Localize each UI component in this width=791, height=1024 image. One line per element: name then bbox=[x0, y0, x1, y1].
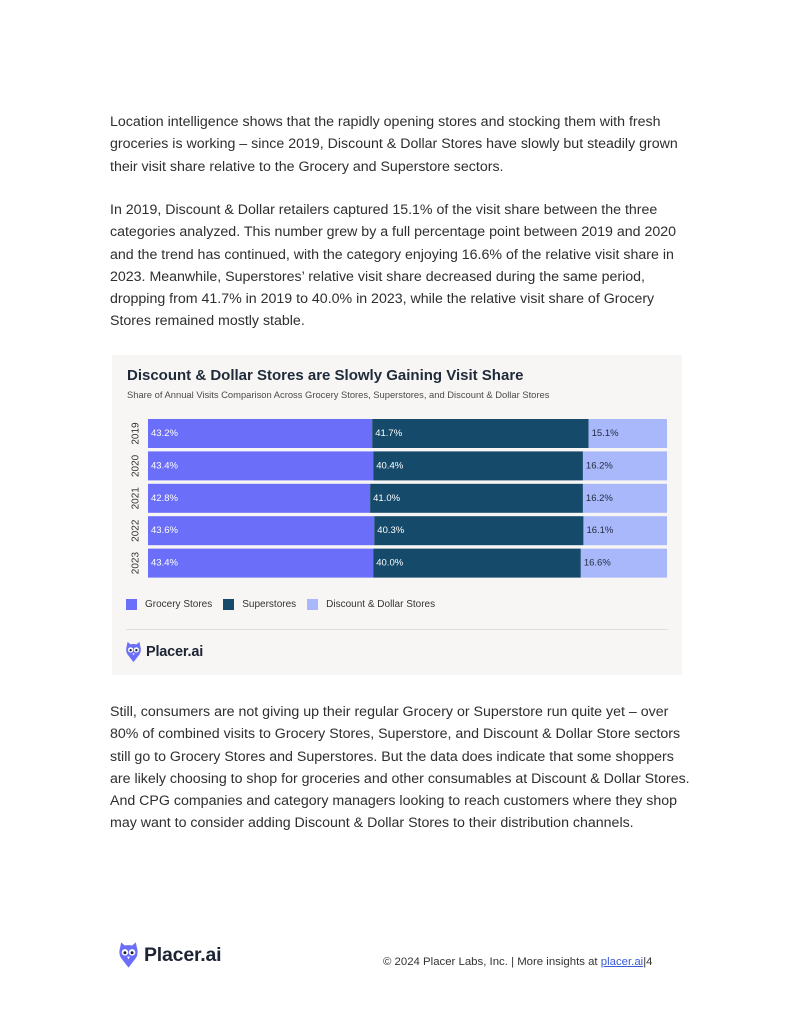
chart-title: Discount & Dollar Stores are Slowly Gaining Visit Share bbox=[127, 367, 524, 384]
bar-value-label: 16.6% bbox=[583, 557, 611, 569]
footer-page-number: 4 bbox=[646, 956, 653, 968]
legend-label-discount: Discount & Dollar Stores bbox=[326, 599, 436, 610]
chart-legend bbox=[126, 599, 446, 610]
bar-value-label: 40.3% bbox=[377, 525, 405, 537]
owl-logo-icon bbox=[118, 941, 139, 969]
legend-item-discount bbox=[307, 599, 435, 610]
legend-swatch-grocery bbox=[126, 599, 137, 610]
bar-value-label: 41.0% bbox=[373, 492, 401, 504]
bar-segment bbox=[148, 484, 370, 513]
bar-segment bbox=[148, 516, 374, 545]
footer-brand-logo bbox=[118, 941, 221, 969]
owl-logo-icon bbox=[125, 641, 142, 663]
y-axis-label: 2021 bbox=[130, 487, 142, 510]
bar-segment bbox=[148, 451, 373, 480]
bar-segment bbox=[372, 419, 588, 448]
bar-value-label: 16.2% bbox=[585, 492, 613, 504]
bar-value-label: 43.6% bbox=[151, 525, 178, 537]
bar-value-label: 16.2% bbox=[585, 460, 613, 472]
bar-value-label: 15.1% bbox=[591, 428, 619, 439]
chart-subtitle: Share of Annual Visits Comparison Across Grocery Stores, Superstores, and Discount & Dollar Stores bbox=[127, 389, 550, 400]
y-axis-label: 2023 bbox=[130, 551, 142, 575]
bar-segment bbox=[370, 484, 583, 513]
footer-copyright-text: © 2024 Placer Labs, Inc. | More insights at bbox=[383, 956, 601, 968]
legend-swatch-discount bbox=[307, 599, 318, 610]
footer-brand-name: Placer.ai bbox=[144, 943, 222, 966]
footer-copyright bbox=[383, 956, 653, 968]
bar-value-label: 43.2% bbox=[151, 428, 178, 439]
bar-value-label: 40.0% bbox=[376, 557, 404, 569]
stacked-bar-chart bbox=[112, 355, 682, 595]
card-brand-name: Placer.ai bbox=[146, 644, 204, 660]
legend-item-superstores bbox=[223, 599, 296, 610]
card-divider bbox=[126, 629, 668, 630]
bar-value-label: 16.1% bbox=[586, 525, 614, 537]
y-axis-label: 2020 bbox=[130, 454, 142, 478]
y-axis-label: 2022 bbox=[130, 519, 142, 542]
chart-card bbox=[112, 355, 682, 675]
card-brand-logo bbox=[125, 641, 203, 663]
y-axis-label: 2019 bbox=[130, 422, 142, 445]
legend-swatch-superstores bbox=[223, 599, 234, 610]
bar-value-label: 43.4% bbox=[151, 460, 178, 472]
bar-segment bbox=[373, 549, 581, 578]
bar-value-label: 42.8% bbox=[151, 492, 178, 504]
paragraph-intro: Location intelligence shows that the rapidly opening stores and stocking them with fresh groceries is working – since 2019, Discount & Dollar Stores have slowly but steadily grown their visit share relative to the Grocery and Superstore sectors. bbox=[110, 114, 678, 175]
bar-value-label: 40.4% bbox=[376, 460, 404, 472]
bar-segment bbox=[374, 516, 583, 545]
legend-label-superstores: Superstores bbox=[242, 599, 297, 610]
bar-value-label: 43.4% bbox=[151, 557, 178, 569]
bar-segment bbox=[148, 549, 373, 578]
bar-segment bbox=[148, 419, 372, 448]
legend-label-grocery: Grocery Stores bbox=[145, 599, 213, 610]
bar-segment bbox=[373, 451, 583, 480]
bar-value-label: 41.7% bbox=[375, 428, 403, 439]
footer-page-separator: | bbox=[643, 956, 647, 968]
paragraph-conclusion: Still, consumers are not giving up their regular Grocery or Superstore run quite yet – over 80% of combined visits to Grocery Stores, Superstore, and Discount & Dollar Store sectors still go to Grocery Stores and Superstores. But the data does indicate that some shoppers are likely choosing to shop for groceries and other consumables at Discount & Dollar Stores. And CPG companies and category managers looking to reach customers where they shop may want to consider adding Discount & Dollar Stores to their distribution channels. bbox=[110, 704, 690, 832]
legend-item-grocery bbox=[126, 599, 212, 610]
paragraph-visit-share: In 2019, Discount & Dollar retailers captured 15.1% of the visit share between the three categories analyzed. This number grew by a full percentage point between 2019 and 2020 and the trend has continued, with the category enjoying 16.6% of the relative visit share in 2023. Meanwhile, Superstores’ relative visit share decreased during the same period, dropping from 41.7% in 2019 to 40.0% in 2023, while the relative visit share of Grocery Stores remained mostly stable. bbox=[110, 202, 677, 330]
footer-link-placer[interactable]: placer.ai bbox=[600, 956, 644, 968]
